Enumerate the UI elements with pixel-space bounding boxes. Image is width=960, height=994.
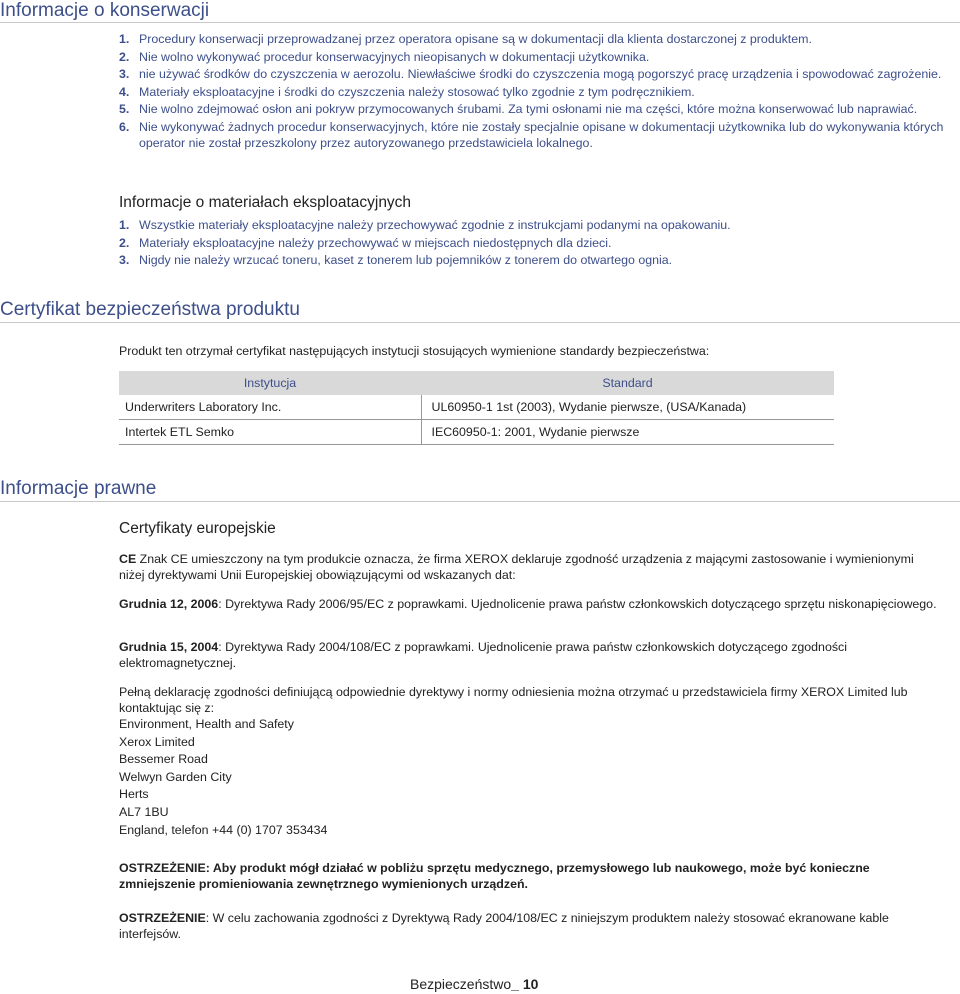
page-footer xyxy=(410,976,538,992)
table-row xyxy=(119,420,834,445)
ce-paragraph: CE Znak CE umieszczony na tym produkcie oznacza, że firma XEROX deklaruje zgodność urządzenia z mającymi zastosowanie i wymienionymi niżej dyrektywami Unii Europejskiej obowiązującymi od wskazanych dat: xyxy=(119,552,914,582)
list-item: 1. Procedury konserwacji przeprowadzanej przez operatora opisane są w dokumentacji dla klienta dostarczonej z produktem. xyxy=(119,32,812,46)
table-cell: Intertek ETL Semko xyxy=(119,420,421,445)
subsection-title-supplies: Informacje o materiałach eksploatacyjnych xyxy=(119,194,412,211)
section-title-legal: Informacje prawne xyxy=(0,478,157,499)
supplies-list xyxy=(119,217,955,270)
certificate-table xyxy=(119,371,834,445)
page-number: _ 10 xyxy=(511,976,539,992)
contact-address xyxy=(119,716,939,839)
address-line: England, telefon +44 (0) 1707 353434 xyxy=(119,822,328,837)
list-item: 2. Nie wolno wykonywać procedur konserwacyjnych nieopisanych w dokumentacji użytkownika. xyxy=(119,49,650,64)
certificate-intro: Produkt ten otrzymał certyfikat następujących instytucji stosujących wymienione standardy bezpieczeństwa: xyxy=(119,344,710,358)
subsection-title-european-certs: Certyfikaty europejskie xyxy=(119,520,276,537)
list-item: 5. Nie wolno zdejmować osłon ani pokryw przymocowanych śrubami. Za tymi osłonami nie ma części, które można konserwować lub naprawiać. xyxy=(119,102,918,116)
directive-2006: Grudnia 12, 2006: Dyrektywa Rady 2006/95/EC z poprawkami. Ujednolicenie prawa państw członkowskich dotyczącego sprzętu niskonapięciowego. xyxy=(119,597,937,611)
section-title-maintenance: Informacje o konserwacji xyxy=(0,0,210,21)
footer-section: Bezpieczeństwo xyxy=(410,976,512,992)
list-item: 1. Wszystkie materiały eksploatacyjne należy przechowywać zgodnie z instrukcjami podanymi na opakowaniu. xyxy=(119,218,731,232)
directive-2004: Grudnia 15, 2004: Dyrektywa Rady 2004/108/EC z poprawkami. Ujednolicenie prawa państw członkowskich dotyczącego zgodności elektromagnetycznej. xyxy=(119,640,847,670)
warning-medical: OSTRZEŻENIE: Aby produkt mógł działać w pobliżu sprzętu medycznego, przemysłowego lub naukowego, może być konieczne zmniejszenie promieniowania zewnętrznego wymienionych urządzeń. xyxy=(119,861,870,891)
address-line: Welwyn Garden City xyxy=(119,769,232,784)
table-row xyxy=(119,395,834,420)
address-line: Xerox Limited xyxy=(119,734,195,749)
section-divider xyxy=(0,501,960,502)
address-line: Herts xyxy=(119,787,149,802)
list-item: 6. Nie wykonywać żadnych procedur konserwacyjnych, które nie zostały specjalnie opisane w dokumentacji użytkownika lub do wykonywania których operator nie został przeszkolony przez autoryzowanego przedstawiciela lokalnego. xyxy=(119,119,944,150)
column-header-institution: Instytucja xyxy=(119,371,421,395)
address-line: AL7 1BU xyxy=(119,804,169,819)
column-header-standard: Standard xyxy=(421,371,834,395)
table-cell: Underwriters Laboratory Inc. xyxy=(119,395,421,420)
list-item: 3. nie używać środków do czyszczenia w aerozolu. Niewłaściwe środki do czyszczenia mogą pogorszyć pracę urządzenia i spowodować zagrożenie. xyxy=(119,67,942,81)
warning-shielded-cables: OSTRZEŻENIE: W celu zachowania zgodności z Dyrektywą Rady 2004/108/EC z niniejszym produktem należy stosować ekranowane kable interfejsów. xyxy=(119,911,889,941)
table-cell: UL60950-1 1st (2003), Wydanie pierwsze, (USA/Kanada) xyxy=(421,395,834,420)
address-line: Bessemer Road xyxy=(119,752,208,767)
list-item: 4. Materiały eksploatacyjne i środki do czyszczenia należy stosować tylko zgodnie z tym podręcznikiem. xyxy=(119,84,695,99)
address-line: Environment, Health and Safety xyxy=(119,717,294,731)
table-header-row xyxy=(119,371,834,395)
maintenance-list xyxy=(119,31,955,152)
section-title-safety-certificate: Certyfikat bezpieczeństwa produktu xyxy=(0,299,300,320)
declaration-paragraph: Pełną deklarację zgodności definiującą odpowiednie dyrektywy i normy odniesienia można otrzymać u przedstawiciela firmy XEROX Limited lub kontaktując się z: xyxy=(119,685,908,715)
list-item: 3. Nigdy nie należy wrzucać toneru, kaset z tonerem lub pojemników z tonerem do otwartego ognia. xyxy=(119,253,673,267)
section-divider xyxy=(0,322,960,323)
table-cell: IEC60950-1: 2001, Wydanie pierwsze xyxy=(421,420,834,445)
list-item: 2. Materiały eksploatacyjne należy przechowywać w miejscach niedostępnych dla dzieci. xyxy=(119,235,612,250)
section-divider xyxy=(0,22,960,23)
